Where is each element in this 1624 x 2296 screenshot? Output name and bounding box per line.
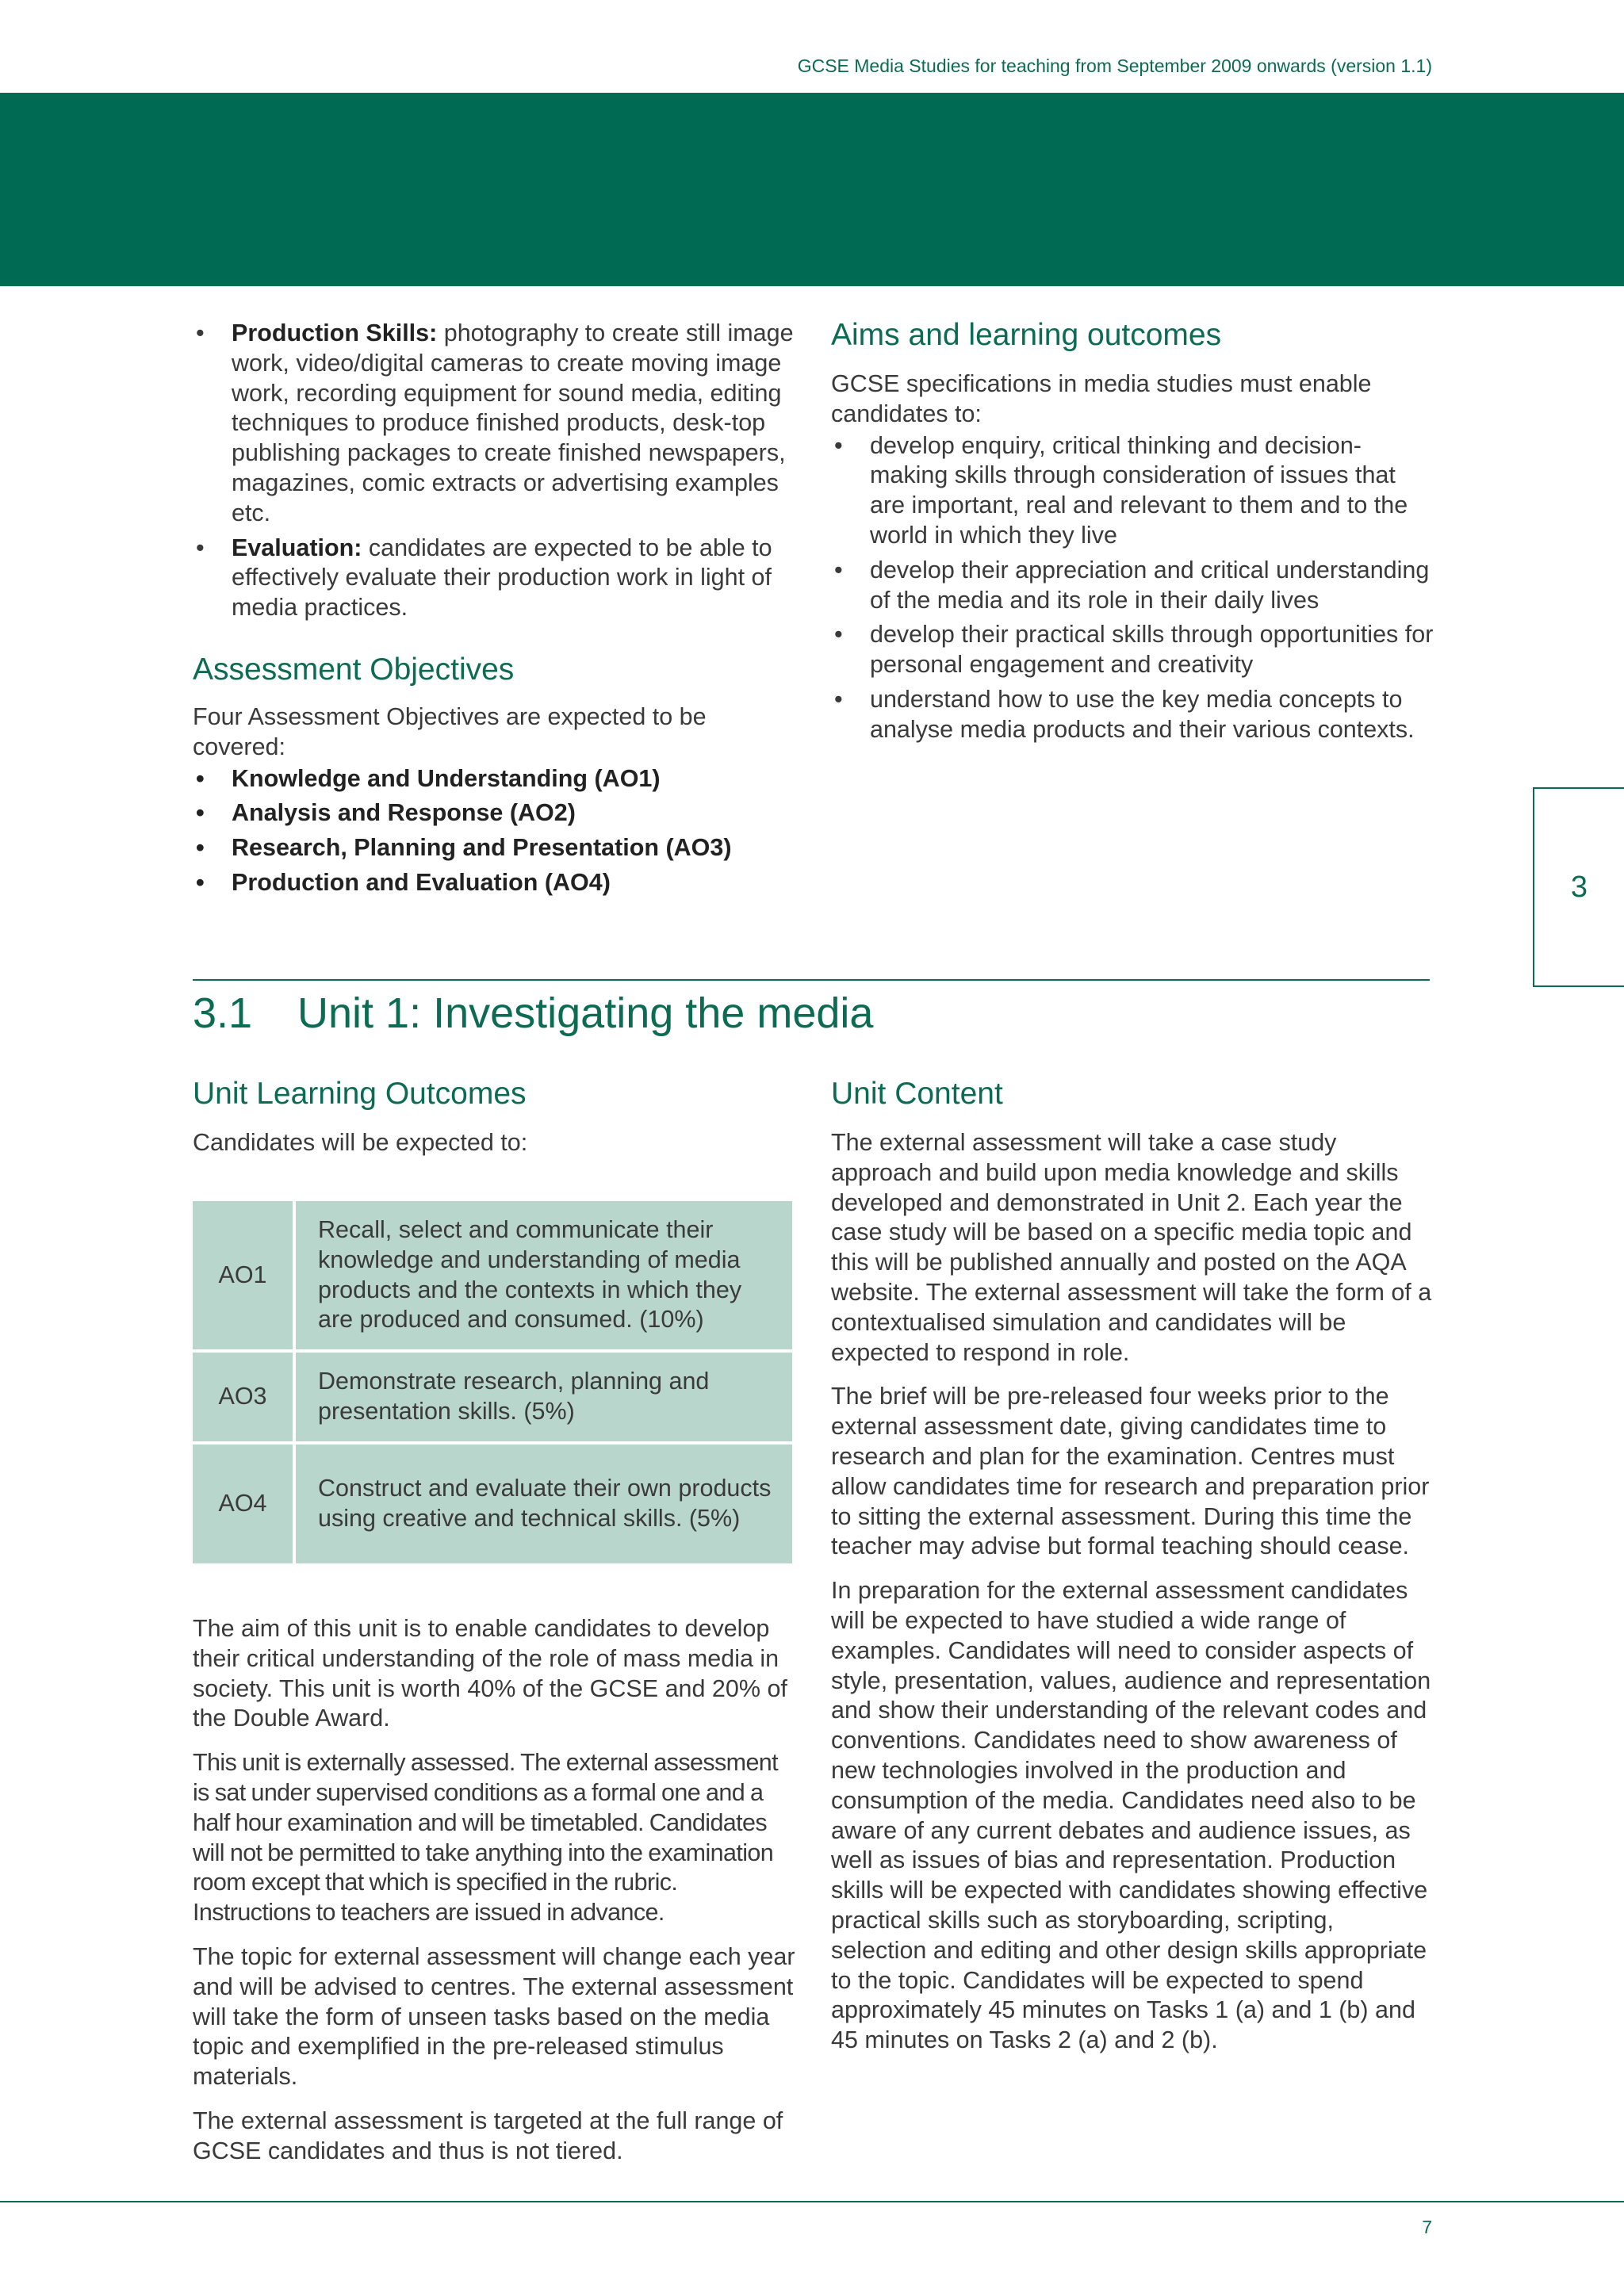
- section-number: 3.1: [193, 989, 253, 1037]
- list-item: [831, 620, 1434, 680]
- ao-item-text: Analysis and Response (AO2): [232, 799, 576, 827]
- list-item: [193, 319, 795, 529]
- list-item: [831, 431, 1434, 551]
- list-item: [193, 798, 795, 828]
- assessment-objectives-heading: Assessment Objectives: [193, 652, 515, 687]
- ao-code: AO3: [193, 1351, 294, 1443]
- aims-item-text: develop their practical skills through opportunities for personal engagement and creativity: [870, 621, 1434, 679]
- bullet-icon: •: [196, 799, 205, 827]
- paragraph: The aim of this unit is to enable candidates to develop their critical understanding of the role of mass media in society. This unit is worth 40% of the GCSE and 20% of the Double Award.: [193, 1615, 787, 1732]
- footer-divider: [0, 2201, 1624, 2202]
- bullet-text: candidates are expected to be able to effectively evaluate their production work in light of media practices.: [232, 534, 772, 622]
- bullet-icon: •: [196, 534, 205, 561]
- aims-heading: Aims and learning outcomes: [831, 318, 1222, 352]
- ao-item-text: Knowledge and Understanding (AO1): [232, 764, 661, 792]
- ao-code: AO1: [193, 1201, 294, 1351]
- bullet-icon: •: [196, 764, 205, 792]
- ao-item-text: Production and Evaluation (AO4): [232, 868, 611, 896]
- bullet-icon: •: [834, 621, 843, 649]
- bullet-icon: •: [196, 868, 205, 896]
- list-item: [193, 868, 795, 898]
- bullet-icon: •: [834, 685, 843, 713]
- bullet-icon: •: [834, 556, 843, 584]
- paragraph: The brief will be pre-released four weeks prior to the external assessment date, giving candidates time to research and plan for the examination. Centres must allow candidates time for research and preparation prior to sitting the external assessment. During this time the teacher may advise but formal teaching should cease.: [831, 1383, 1430, 1560]
- paragraph: This unit is externally assessed. The external assessment is sat under supervised conditions as a formal one and a half hour examination and will be timetabled. Candidates will not be permitted to take anything into the examination room except that which is specified in the rubric. Instructions to teachers are issued in advance.: [193, 1749, 779, 1927]
- aims-list: [831, 431, 1434, 745]
- aims-item-text: develop their appreciation and critical understanding of the media and its role in their daily lives: [870, 556, 1430, 614]
- running-header: GCSE Media Studies for teaching from September 2009 onwards (version 1.1): [797, 55, 1432, 76]
- paragraph: The external assessment will take a case study approach and build upon media knowledge and skills developed and demonstrated in Unit 2. Each year the case study will be based on a specific media topic and this will be published annually and posted on the AQA website. The external assessment will take the form of a contextualised simulation and candidates will be expected to respond in role.: [831, 1129, 1432, 1366]
- bullet-icon: •: [196, 320, 205, 346]
- section-divider: [193, 979, 1430, 981]
- header-banner: [0, 93, 1624, 286]
- table-row: [193, 1351, 792, 1443]
- ao-item-text: Research, Planning and Presentation (AO3): [232, 834, 732, 862]
- learning-outcomes-column: [193, 1076, 795, 1158]
- top-right-column: [831, 317, 1434, 750]
- unit-content-heading: Unit Content: [831, 1077, 1003, 1111]
- section-title: [193, 987, 873, 1039]
- ao-description: Recall, select and communicate their knowledge and understanding of media products and the contexts in which they are produced and consumed. (10%): [294, 1201, 792, 1351]
- section-tab[interactable]: 3: [1533, 787, 1624, 987]
- learning-outcomes-intro: Candidates will be expected to:: [193, 1129, 528, 1156]
- ao-description: Construct and evaluate their own products using creative and technical skills. (5%): [294, 1443, 792, 1563]
- bullet-bold-label: Evaluation:: [232, 534, 362, 561]
- assessment-objectives-intro: Four Assessment Objectives are expected to be covered:: [193, 702, 707, 760]
- list-item: [193, 764, 795, 794]
- ao-description: Demonstrate research, planning and presentation skills. (5%): [294, 1351, 792, 1443]
- learning-outcomes-table: [193, 1201, 792, 1563]
- unit-paragraphs: [193, 1614, 795, 2167]
- paragraph: The external assessment is targeted at the full range of GCSE candidates and thus is not tiered.: [193, 2107, 783, 2164]
- aims-item-text: develop enquiry, critical thinking and decision-making skills through consideration of issues that are important, real and relevant to them and to the world in which they live: [870, 431, 1408, 549]
- list-item: [831, 685, 1434, 745]
- unit-content-column: [831, 1076, 1434, 2056]
- table-row: [193, 1201, 792, 1351]
- top-left-column: [193, 319, 795, 903]
- section-heading: Unit 1: Investigating the media: [297, 989, 874, 1037]
- production-bullets: [193, 319, 795, 623]
- aims-intro: GCSE specifications in media studies must enable candidates to:: [831, 370, 1372, 427]
- table-row: [193, 1443, 792, 1563]
- paragraph: The topic for external assessment will change each year and will be advised to centres. The external assessment will take the form of unseen tasks based on the media topic and exemplified in the pre-released stimulus materials.: [193, 1942, 795, 2091]
- list-item: [193, 534, 795, 623]
- ao-code: AO4: [193, 1443, 294, 1563]
- bullet-icon: •: [834, 431, 843, 459]
- bullet-text: photography to create still image work, video/digital cameras to create moving image work, recording equipment for sound media, editing techniques to produce finished products, desk-top publishing packages to create finished newspapers, magazines, comic extracts or advertising examples etc.: [232, 320, 794, 526]
- bullet-bold-label: Production Skills:: [232, 320, 438, 346]
- list-item: [831, 556, 1434, 616]
- aims-item-text: understand how to use the key media concepts to analyse media products and their various contexts.: [870, 685, 1415, 743]
- list-item: [193, 833, 795, 863]
- paragraph: In preparation for the external assessment candidates will be expected to have studied a wide range of examples. Candidates will need to consider aspects of style, presentation, values, audience and representation and show their understanding of the relevant codes and conventions. Candidates need to show awareness of new technologies involved in the production and consumption of the media. Candidates need also to be aware of any current debates and audience issues, as well as issues of bias and representation. Production skills will be expected with candidates showing effective practical skills such as storyboarding, scripting, selection and editing and other design skills appropriate to the topic. Candidates will be expected to spend approximately 45 minutes on Tasks 1 (a) and 1 (b) and 45 minutes on Tasks 2 (a) and 2 (b).: [831, 1577, 1431, 2054]
- learning-outcomes-heading: Unit Learning Outcomes: [193, 1077, 527, 1111]
- page-number: 7: [1422, 2217, 1432, 2237]
- assessment-objectives-list: [193, 764, 795, 898]
- bullet-icon: •: [196, 834, 205, 862]
